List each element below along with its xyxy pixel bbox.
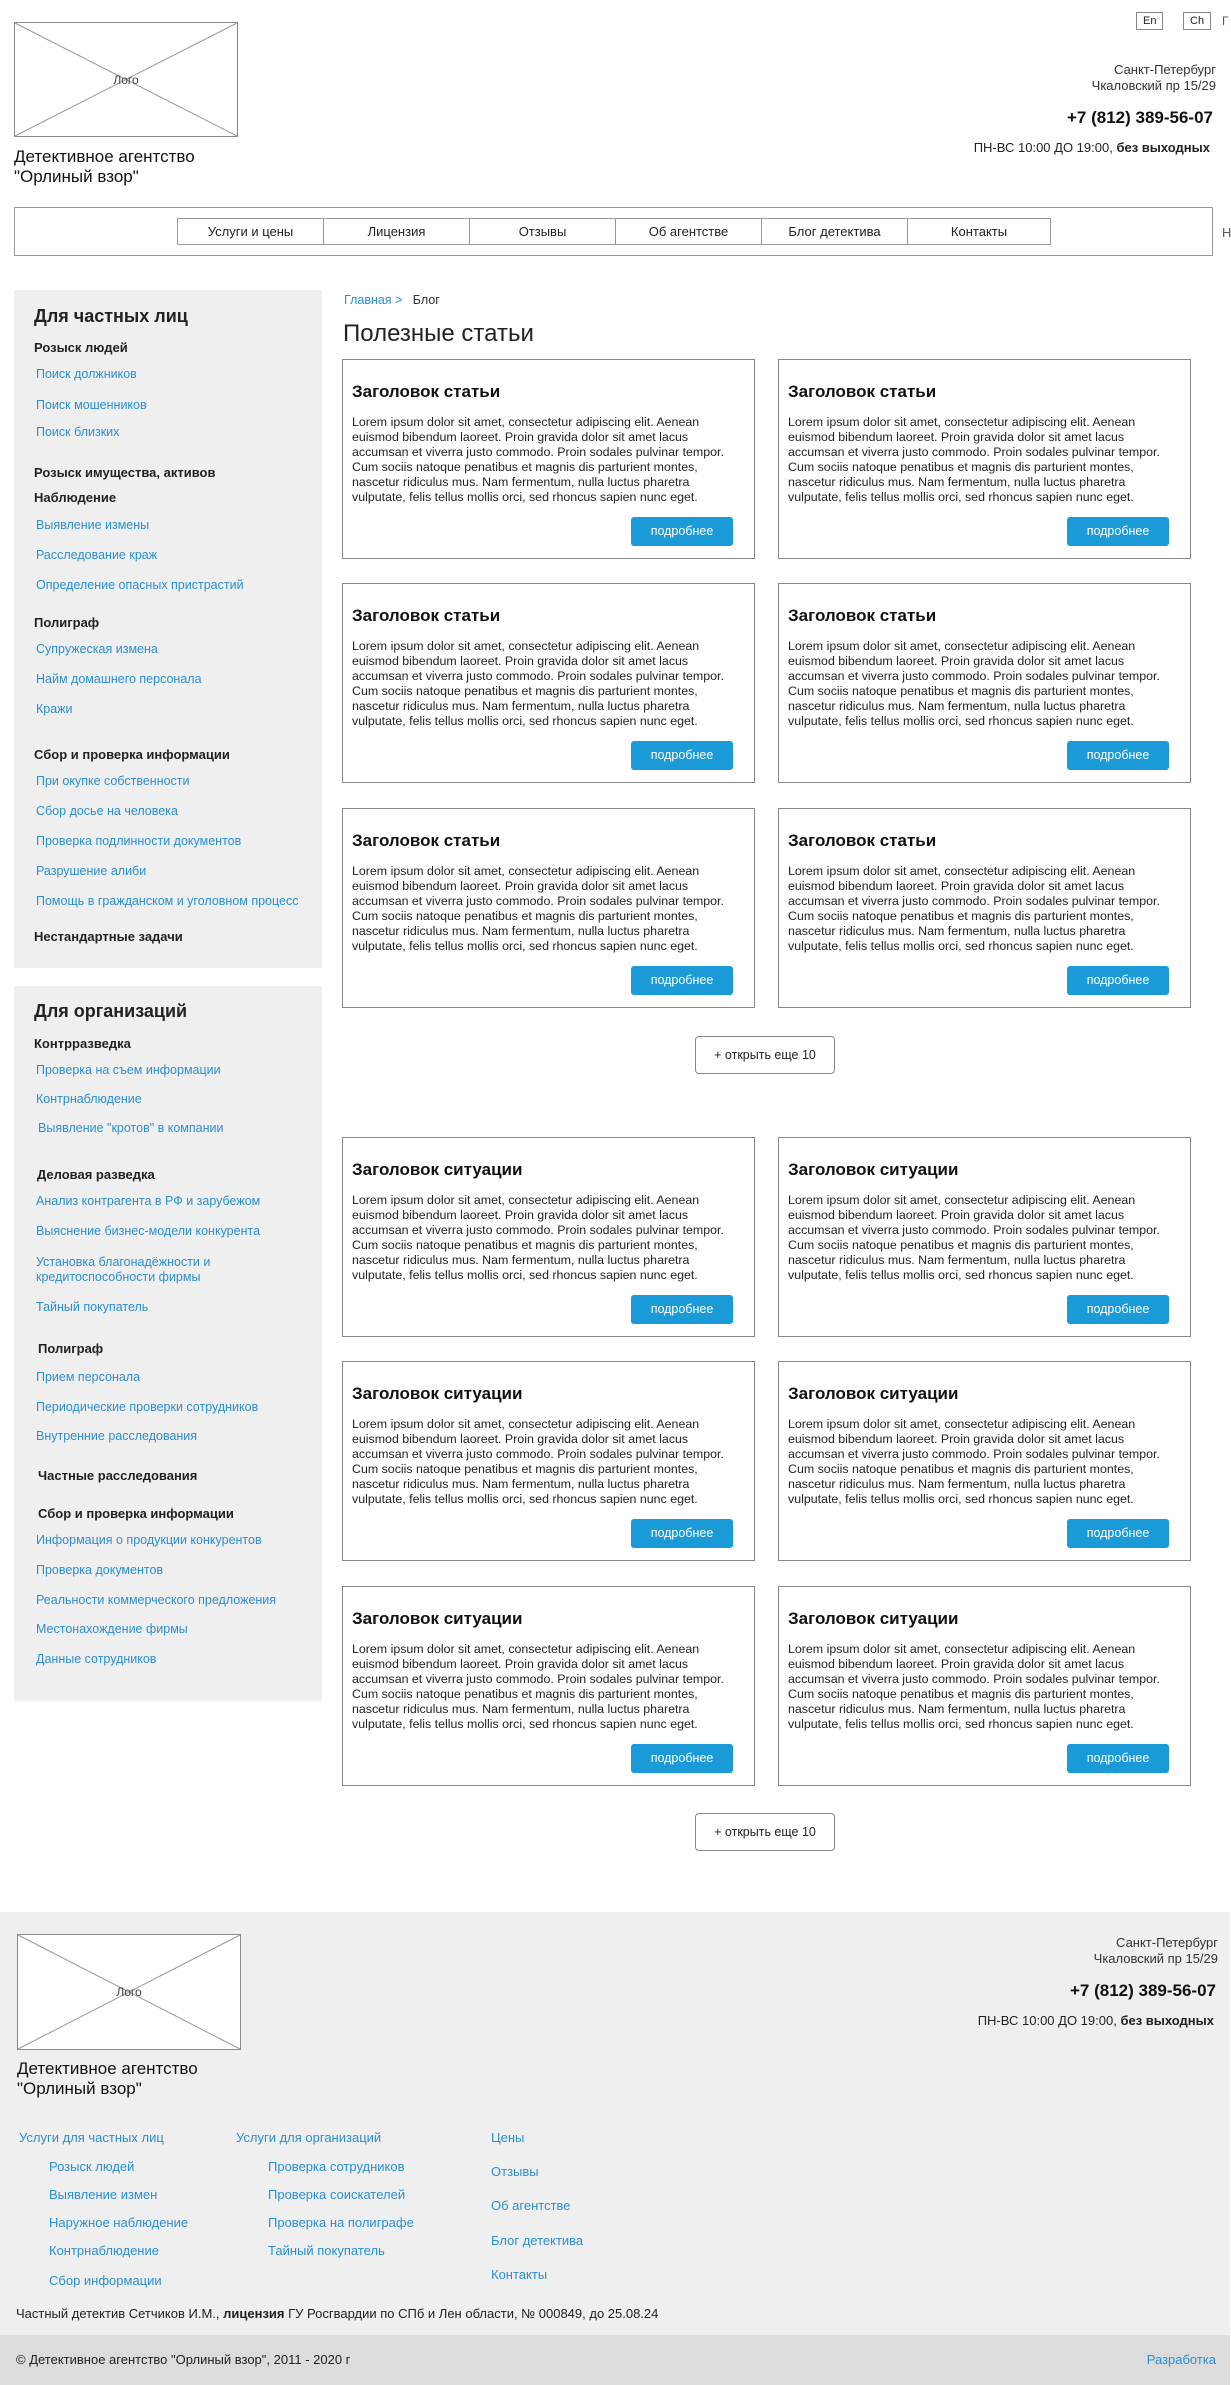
situation-card [342,1361,755,1561]
card-title[interactable]: Заголовок статьи [352,606,501,625]
more-button[interactable]: подробнее [1067,1295,1169,1324]
nav-item-services[interactable]: Услуги и цены [178,219,324,244]
article-card [342,359,755,559]
sidebar-link[interactable]: Найм домашнего персонала [36,672,202,686]
situation-card [778,1361,1191,1561]
footer-logo[interactable] [17,1934,241,2050]
sidebar-org-title: Для организаций [34,1001,188,1021]
footer-link[interactable]: Об агентстве [491,2198,571,2213]
sidebar-link[interactable]: Поиск близких [36,425,120,439]
card-title[interactable]: Заголовок ситуации [788,1160,959,1179]
card-title[interactable]: Заголовок ситуации [788,1384,959,1403]
footer-link[interactable]: Отзывы [491,2164,539,2179]
card-title[interactable]: Заголовок ситуации [352,1384,523,1403]
load-more-articles-button[interactable]: + открыть еще 10 [695,1036,835,1074]
breadcrumb-separator: > [395,293,403,307]
footer-link[interactable]: Проверка соискателей [268,2187,406,2202]
lang-en-button[interactable]: En [1136,12,1163,30]
sidebar-section[interactable]: Сбор и проверка информации [38,1506,234,1521]
more-button[interactable]: подробнее [1067,1519,1169,1548]
footer-link[interactable]: Проверка сотрудников [268,2159,405,2174]
sidebar-link[interactable]: Выявление измены [36,518,150,532]
footer-link[interactable]: Розыск людей [49,2159,135,2174]
card-title[interactable]: Заголовок ситуации [352,1609,523,1628]
card-text: Lorem ipsum dolor sit amet, consectetur adipiscing elit. Aenean euismod bibendum laoreet. Proin gravida dolor sit amet lacus accumsan et viverra justo commodo. Proin sodales pulvinar tempor. Cum sociis natoque penatibus et magnis dis parturient montes, nascetur ridiculus mus. Nam fermentum, nulla luctus pharetra vulputate, felis tellus mollis orci, sed rhoncus sapien nunc eget. [788,864,1160,953]
article-card [778,359,1191,559]
sidebar-link[interactable]: Анализ контрагента в РФ и зарубежом [36,1194,261,1208]
license-suffix: ГУ Росгвардии по СПб и Лен области, № 000849, до 25.08.24 [288,2306,659,2321]
footer-agency-name [17,2059,198,2099]
header-logo[interactable] [14,22,238,137]
header-phone[interactable]: +7 (812) 389-56-07 [1066,108,1213,127]
footer-link[interactable]: Наружное наблюдение [49,2215,189,2230]
developer-link[interactable]: Разработка [1146,2352,1216,2367]
agency-name-line2: "Орлиный взор" [17,2079,142,2098]
header-hours [974,140,1210,155]
sidebar-link[interactable]: Местонахождение фирмы [36,1622,188,1636]
more-button[interactable]: подробнее [631,1744,733,1773]
breadcrumb-home[interactable]: Главная [344,293,392,307]
license-prefix: Частный детектив Сетчиков И.М., [16,2306,220,2321]
sidebar-link[interactable]: Тайный покупатель [36,1300,149,1314]
nav-item-about[interactable]: Об агентстве [616,219,762,244]
sidebar-link[interactable]: Прием персонала [36,1370,141,1384]
sidebar-link[interactable]: Определение опасных пристрастий [36,578,244,592]
card-text: Lorem ipsum dolor sit amet, consectetur adipiscing elit. Aenean euismod bibendum laoreet. Proin gravida dolor sit amet lacus accumsan et viverra justo commodo. Proin sodales pulvinar tempor. Cum sociis natoque penatibus et magnis dis parturient montes, nascetur ridiculus mus. Nam fermentum, nulla luctus pharetra vulputate, felis tellus mollis orci, sed rhoncus sapien nunc eget. [788,639,1160,728]
logo-label: Лого [116,1985,142,1999]
sidebar-section[interactable]: Контрразведка [34,1036,131,1051]
copyright: © Детективное агентство "Орлиный взор", 2011 - 2020 г [16,2352,351,2367]
more-button[interactable]: подробнее [631,517,733,546]
article-card [342,583,755,783]
footer-link[interactable]: Сбор информации [49,2273,162,2288]
article-card [778,583,1191,783]
lang-ch-button[interactable]: Ch [1183,12,1211,30]
sidebar-section[interactable]: Сбор и проверка информации [34,747,230,762]
footer-hours [978,2013,1214,2028]
sidebar-link[interactable]: Данные сотрудников [36,1652,157,1666]
card-title[interactable]: Заголовок ситуации [788,1609,959,1628]
sidebar-section[interactable]: Деловая разведка [37,1167,155,1182]
footer-link[interactable]: Контрнаблюдение [49,2243,159,2258]
sidebar-link[interactable]: Супружеская измена [36,642,158,656]
situation-card [342,1137,755,1337]
agency-name [14,147,195,187]
card-title[interactable]: Заголовок статьи [788,382,937,401]
article-card [778,808,1191,1008]
footer-address [1094,1935,1218,1967]
situation-card [778,1137,1191,1337]
situation-card [342,1586,755,1786]
header-street: Чкаловский пр 15/29 [1091,78,1216,93]
footer-link[interactable]: Блог детектива [491,2233,584,2248]
sidebar-section[interactable]: Розыск людей [34,340,128,355]
footer-link[interactable]: Тайный покупатель [268,2243,385,2258]
page-title: Полезные статьи [343,320,534,347]
card-title[interactable]: Заголовок статьи [352,831,501,850]
footer-street: Чкаловский пр 15/29 [1093,1951,1218,1966]
agency-name-line1: Детективное агентство [17,2059,198,2078]
card-text: Lorem ipsum dolor sit amet, consectetur adipiscing elit. Aenean euismod bibendum laoreet. Proin gravida dolor sit amet lacus accumsan et viverra justo commodo. Proin sodales pulvinar tempor. Cum sociis natoque penatibus et magnis dis parturient montes, nascetur ridiculus mus. Nam fermentum, nulla luctus pharetra vulputate, felis tellus mollis orci, sed rhoncus sapien nunc eget. [352,415,724,504]
nav-item-license[interactable]: Лицензия [324,219,470,244]
more-button[interactable]: подробнее [1067,966,1169,995]
more-button[interactable]: подробнее [631,966,733,995]
footer-phone[interactable]: +7 (812) 389-56-07 [1069,1981,1216,2000]
card-text: Lorem ipsum dolor sit amet, consectetur adipiscing elit. Aenean euismod bibendum laoreet. Proin gravida dolor sit amet lacus accumsan et viverra justo commodo. Proin sodales pulvinar tempor. Cum sociis natoque penatibus et magnis dis parturient montes, nascetur ridiculus mus. Nam fermentum, nulla luctus pharetra vulputate, felis tellus mollis orci, sed rhoncus sapien nunc eget. [352,639,724,728]
footer-link[interactable]: Контакты [491,2267,548,2282]
sidebar-link[interactable]: Расследование краж [36,548,158,562]
sidebar-link[interactable]: Внутренние расследования [36,1429,198,1443]
sidebar-link[interactable]: кредитоспособности фирмы [36,1270,201,1284]
sidebar-link[interactable]: Помощь в гражданском и уголовном процесс [36,894,299,908]
footer-link[interactable]: Цены [491,2130,525,2145]
sidebar-link[interactable]: Установка благонадёжности и [36,1255,211,1269]
breadcrumb [344,293,440,307]
more-button[interactable]: подробнее [1067,1744,1169,1773]
sidebar-link[interactable]: При окупке собственности [36,774,190,788]
card-title[interactable]: Заголовок ситуации [352,1160,523,1179]
card-text: Lorem ipsum dolor sit amet, consectetur adipiscing elit. Aenean euismod bibendum laoreet. Proin gravida dolor sit amet lacus accumsan et viverra justo commodo. Proin sodales pulvinar tempor. Cum sociis natoque penatibus et magnis dis parturient montes, nascetur ridiculus mus. Nam fermentum, nulla luctus pharetra vulputate, felis tellus mollis orci, sed rhoncus sapien nunc eget. [352,1417,724,1506]
hours-bold: без выходных [1116,140,1210,155]
situation-card [778,1586,1191,1786]
sidebar-section[interactable]: Полиграф [34,615,100,630]
breadcrumb-current: Блог [412,293,440,307]
card-title[interactable]: Заголовок статьи [788,831,937,850]
footer-col-org-title[interactable]: Услуги для организаций [236,2130,382,2145]
sidebar-link[interactable]: Поиск должников [36,367,137,381]
sidebar-link[interactable]: Выяснение бизнес-модели конкурента [36,1224,261,1238]
main-nav [177,218,1051,245]
sidebar-link[interactable]: Проверка документов [36,1563,164,1577]
sidebar-link[interactable]: Кражи [36,702,73,716]
hours-prefix: ПН-ВС 10:00 ДО 19:00, [977,2013,1117,2028]
sidebar-link[interactable]: Выявление "кротов" в компании [38,1121,224,1135]
lang-edge-label: Г [1222,14,1229,28]
footer-city: Санкт-Петербург [1116,1935,1218,1950]
card-text: Lorem ipsum dolor sit amet, consectetur adipiscing elit. Aenean euismod bibendum laoreet. Proin gravida dolor sit amet lacus accumsan et viverra justo commodo. Proin sodales pulvinar tempor. Cum sociis natoque penatibus et magnis dis parturient montes, nascetur ridiculus mus. Nam fermentum, nulla luctus pharetra vulputate, felis tellus mollis orci, sed rhoncus sapien nunc eget. [788,1417,1160,1506]
more-button[interactable]: подробнее [631,1295,733,1324]
nav-item-reviews[interactable]: Отзывы [470,219,616,244]
card-text: Lorem ipsum dolor sit amet, consectetur adipiscing elit. Aenean euismod bibendum laoreet. Proin gravida dolor sit amet lacus accumsan et viverra justo commodo. Proin sodales pulvinar tempor. Cum sociis natoque penatibus et magnis dis parturient montes, nascetur ridiculus mus. Nam fermentum, nulla luctus pharetra vulputate, felis tellus mollis orci, sed rhoncus sapien nunc eget. [788,1642,1160,1731]
more-button[interactable]: подробнее [631,1519,733,1548]
sidebar-link[interactable]: Проверка на съем информации [36,1063,221,1077]
footer-link[interactable]: Проверка на полиграфе [268,2215,414,2230]
sidebar-link[interactable]: Поиск мошенников [36,398,147,412]
card-text: Lorem ipsum dolor sit amet, consectetur adipiscing elit. Aenean euismod bibendum laoreet. Proin gravida dolor sit amet lacus accumsan et viverra justo commodo. Proin sodales pulvinar tempor. Cum sociis natoque penatibus et magnis dis parturient montes, nascetur ridiculus mus. Nam fermentum, nulla luctus pharetra vulputate, felis tellus mollis orci, sed rhoncus sapien nunc eget. [352,864,724,953]
sidebar-link[interactable]: Периодические проверки сотрудников [36,1400,259,1414]
card-text: Lorem ipsum dolor sit amet, consectetur adipiscing elit. Aenean euismod bibendum laoreet. Proin gravida dolor sit amet lacus accumsan et viverra justo commodo. Proin sodales pulvinar tempor. Cum sociis natoque penatibus et magnis dis parturient montes, nascetur ridiculus mus. Nam fermentum, nulla luctus pharetra vulputate, felis tellus mollis orci, sed rhoncus sapien nunc eget. [352,1193,724,1282]
hours-bold: без выходных [1120,2013,1214,2028]
sidebar-section[interactable]: Полиграф [38,1341,104,1356]
sidebar-section[interactable]: Нестандартные задачи [34,929,183,944]
sidebar-section[interactable]: Розыск имущества, активов [34,465,216,480]
footer-col-private-title[interactable]: Услуги для частных лиц [19,2130,164,2145]
hours-prefix: ПН-ВС 10:00 ДО 19:00, [973,140,1113,155]
license-bold: лицензия [223,2306,285,2321]
sidebar-section[interactable]: Наблюдение [34,490,117,505]
header-city: Санкт-Петербург [1114,62,1216,77]
sidebar-link[interactable]: Реальности коммерческого предложения [36,1593,277,1607]
logo-label: Лого [113,72,139,87]
more-button[interactable]: подробнее [1067,517,1169,546]
sidebar-link[interactable]: Проверка подлинности документов [36,834,242,848]
nav-item-contacts[interactable]: Контакты [950,224,1008,239]
card-text: Lorem ipsum dolor sit amet, consectetur adipiscing elit. Aenean euismod bibendum laoreet. Proin gravida dolor sit amet lacus accumsan et viverra justo commodo. Proin sodales pulvinar tempor. Cum sociis natoque penatibus et magnis dis parturient montes, nascetur ridiculus mus. Nam fermentum, nulla luctus pharetra vulputate, felis tellus mollis orci, sed rhoncus sapien nunc eget. [352,1642,724,1731]
agency-name-line2: "Орлиный взор" [14,167,139,186]
card-title[interactable]: Заголовок статьи [352,382,501,401]
sidebar-link[interactable]: Разрушение алиби [36,864,147,878]
sidebar-link[interactable]: Контрнаблюдение [36,1092,142,1106]
sidebar-link[interactable]: Сбор досье на человека [36,804,178,818]
nav-item-blog[interactable]: Блог детектива [762,219,908,244]
card-title[interactable]: Заголовок статьи [788,606,937,625]
nav-edge-label: Н [1222,225,1231,240]
card-text: Lorem ipsum dolor sit amet, consectetur adipiscing elit. Aenean euismod bibendum laoreet. Proin gravida dolor sit amet lacus accumsan et viverra justo commodo. Proin sodales pulvinar tempor. Cum sociis natoque penatibus et magnis dis parturient montes, nascetur ridiculus mus. Nam fermentum, nulla luctus pharetra vulputate, felis tellus mollis orci, sed rhoncus sapien nunc eget. [788,415,1160,504]
sidebar-private-title: Для частных лиц [34,306,188,326]
footer-link[interactable]: Выявление измен [49,2187,158,2202]
header-address [1092,62,1216,94]
card-text: Lorem ipsum dolor sit amet, consectetur adipiscing elit. Aenean euismod bibendum laoreet. Proin gravida dolor sit amet lacus accumsan et viverra justo commodo. Proin sodales pulvinar tempor. Cum sociis natoque penatibus et magnis dis parturient montes, nascetur ridiculus mus. Nam fermentum, nulla luctus pharetra vulputate, felis tellus mollis orci, sed rhoncus sapien nunc eget. [788,1193,1160,1282]
more-button[interactable]: подробнее [631,741,733,770]
article-card [342,808,755,1008]
license-line [16,2306,658,2321]
load-more-situations-button[interactable]: + открыть еще 10 [695,1813,835,1851]
agency-name-line1: Детективное агентство [14,147,195,166]
sidebar-section[interactable]: Частные расследования [38,1468,198,1483]
sidebar-link[interactable]: Информация о продукции конкурентов [36,1533,262,1547]
more-button[interactable]: подробнее [1067,741,1169,770]
